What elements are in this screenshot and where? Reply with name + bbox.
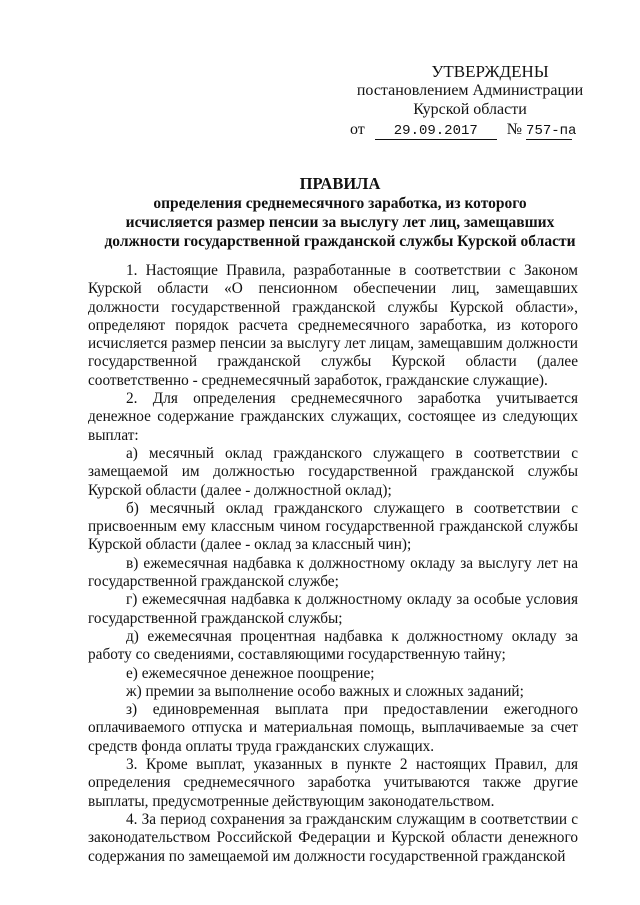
- document-title: [92, 174, 588, 251]
- approval-block: [350, 62, 590, 140]
- title-line-3: должности государственной гражданской службы Курской области: [104, 233, 576, 250]
- from-label: от: [350, 121, 365, 138]
- paragraph-2b: б) месячный оклад гражданского служащего в соответствии с присвоенным ему классным чином государственной гражданской службы Курской области (далее - оклад за классный чин);: [88, 499, 578, 554]
- paragraph-4: 4. За период сохранения за гражданским служащим в соответствии с законодательством Российской Федерации и Курской области денежного содержания по замещаемой им должности государственной гражданской: [88, 810, 578, 865]
- approval-number: 757-па: [526, 123, 577, 139]
- paragraph-2z: з) единовременная выплата при предоставлении ежегодного оплачиваемого отпуска и материальная помощь, выплачиваемые за счет средств фонда оплаты труда гражданских служащих.: [88, 701, 578, 755]
- paragraph-2zh: ж) премии за выполнение особо важных и сложных заданий;: [126, 682, 524, 700]
- approval-date: 29.09.2017: [375, 123, 497, 140]
- paragraph-2a: а) месячный оклад гражданского служащего в соответствии с замещаемой им должностью государственной гражданской службы Курской области (далее - должностной оклад);: [88, 444, 578, 499]
- paragraph-2v: в) ежемесячная надбавка к должностному окладу за выслугу лет на государственной гражданской службе;: [88, 554, 578, 591]
- paragraph-2d: д) ежемесячная процентная надбавка к должностному окладу за работу со сведениями, составляющими государственную тайну;: [88, 627, 578, 664]
- approval-line-1: постановлением Администрации: [356, 82, 584, 99]
- approval-date-line: [350, 120, 590, 140]
- number-label: №: [506, 121, 523, 138]
- approval-heading: УТВЕРЖДЕНЫ: [431, 62, 549, 81]
- paragraph-3: 3. Кроме выплат, указанных в пункте 2 настоящих Правил, для определения среднемесячного заработка учитываются также другие выплаты, предусмотренные действующим законодательством.: [88, 756, 578, 810]
- title-line-2: исчисляется размер пенсии за выслугу лет лиц, замещавших: [125, 214, 555, 231]
- title-main: ПРАВИЛА: [299, 174, 381, 193]
- paragraph-1: 1. Настоящие Правила, разработанные в соответствии с Законом Курской области «О пенсионном обеспечении лиц, замещавших должности государственной гражданской службы Курской области», определяют порядок расчета среднемесячного заработка, из которого исчисляется размер пенсии за выслугу лет лицам, замещавшим должности государственной гражданской службы Курской области (далее соответственно - среднемесячный заработок, гражданские служащие).: [88, 262, 578, 389]
- paragraph-2g: г) ежемесячная надбавка к должностному окладу за особые условия государственной гражданской службы;: [88, 591, 578, 627]
- title-line-1: определения среднемесячного заработка, из которого: [153, 195, 527, 212]
- approval-line-2: Курской области: [413, 101, 527, 118]
- paragraph-2: 2. Для определения среднемесячного заработка учитывается денежное содержание гражданских служащих, состоящее из следующих выплат:: [88, 390, 578, 444]
- document-body: [88, 262, 578, 866]
- paragraph-2e: е) ежемесячное денежное поощрение;: [126, 664, 375, 682]
